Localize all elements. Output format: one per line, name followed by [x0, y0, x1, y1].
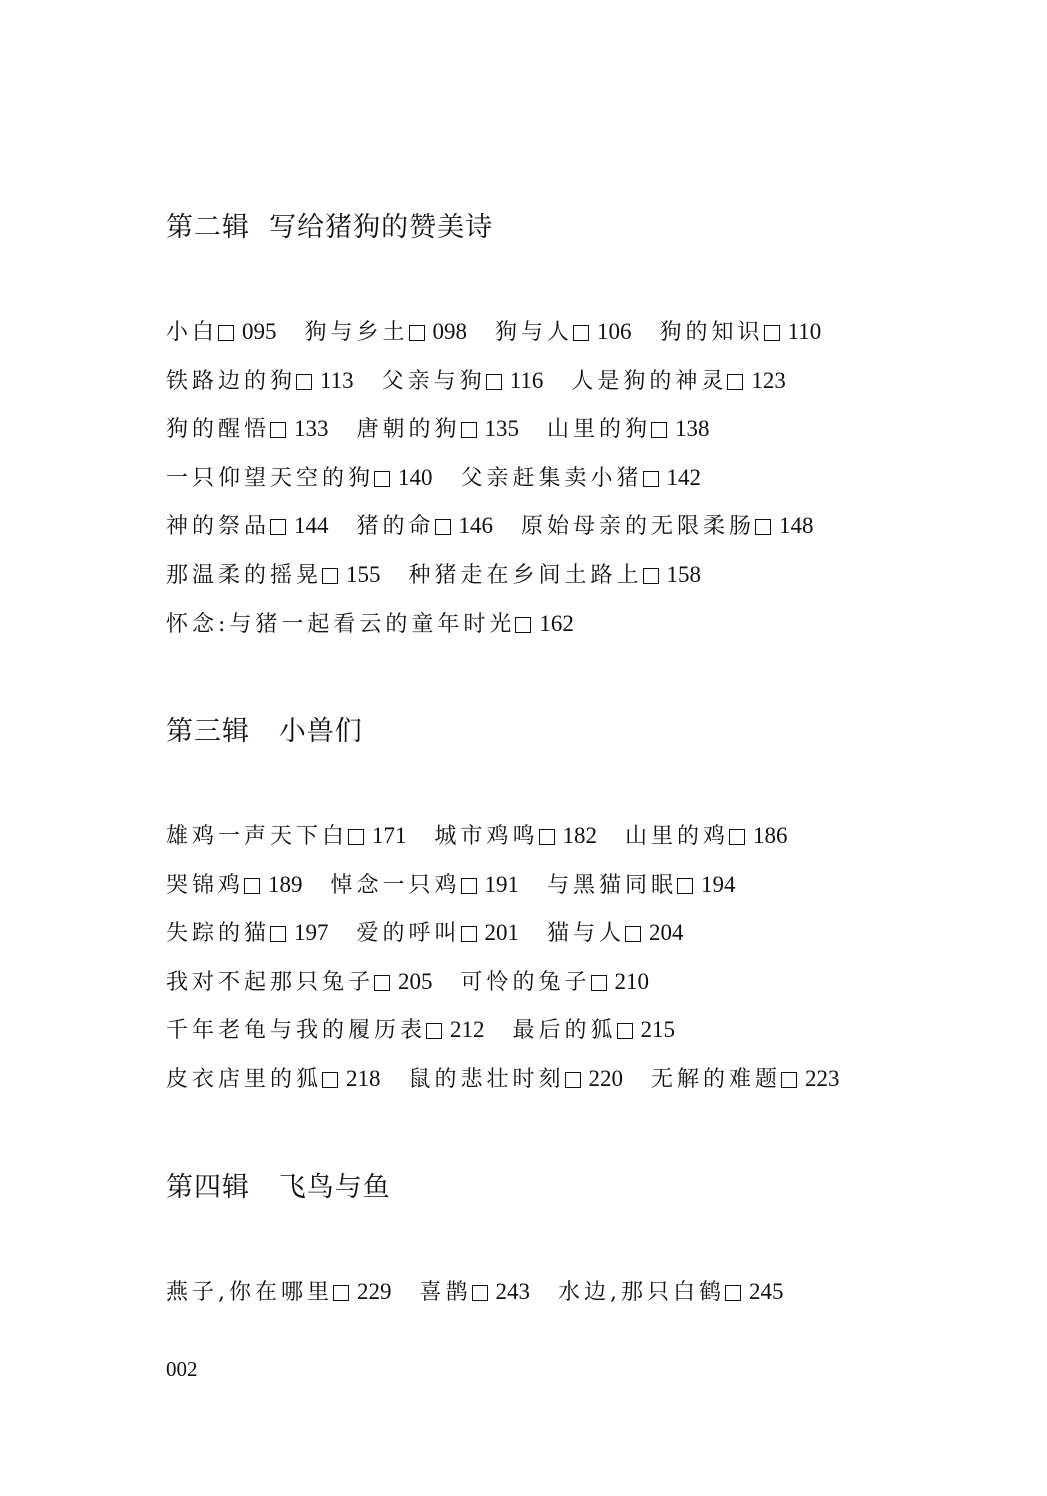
square-box-icon [409, 325, 425, 341]
toc-line [166, 560, 849, 609]
toc-entry[interactable] [357, 918, 520, 949]
square-box-icon [565, 1072, 581, 1088]
square-box-icon [625, 926, 641, 942]
toc-entry-page: 243 [495, 1279, 531, 1304]
toc-entry-page: 146 [458, 513, 494, 539]
toc-entry[interactable] [166, 918, 329, 949]
toc-entry-title: 悼念一只鸡 [330, 872, 461, 898]
section-title-4: 第四辑 飞鸟与鱼 [166, 1172, 391, 1203]
toc-entry-page: 155 [346, 561, 381, 587]
toc-entry[interactable] [166, 317, 277, 348]
toc-entry-title: 狗与人 [495, 320, 574, 345]
toc-entry-page: 201 [484, 920, 520, 946]
square-box-icon [591, 975, 607, 991]
toc-entry[interactable] [166, 1277, 392, 1308]
square-box-icon [270, 422, 286, 438]
toc-entry-title: 皮衣店里的狐 [166, 1066, 323, 1092]
section-title-2: 第二辑 写给猪狗的赞美诗 [166, 212, 494, 243]
toc-entry-title: 哭锦鸡 [166, 872, 245, 898]
square-box-icon [461, 422, 477, 438]
toc-entry-page: 158 [666, 561, 702, 587]
toc-entry-title: 狗与乡土 [304, 320, 409, 345]
toc-entry-page: 148 [779, 513, 814, 539]
toc-entry-title: 那温柔的摇晃 [166, 562, 323, 588]
toc-entry[interactable] [166, 609, 574, 640]
toc-entry-title: 狗的知识 [659, 320, 764, 345]
square-box-icon [296, 374, 312, 390]
toc-entry-page: 142 [666, 464, 702, 490]
toc-line [166, 870, 868, 919]
section-entries-4 [166, 1277, 812, 1326]
toc-entry-page: 204 [649, 920, 684, 946]
toc-entry-title: 与黑猫同眠 [547, 872, 678, 898]
toc-entry-title: 唐朝的狗 [356, 417, 461, 443]
toc-entry-title: 可怜的兔子 [460, 969, 591, 995]
toc-entry-page: 110 [787, 319, 822, 344]
toc-entry-page: 210 [614, 968, 650, 994]
toc-line [166, 463, 849, 512]
toc-entry-page: 144 [294, 513, 329, 539]
toc-entry[interactable] [166, 414, 329, 445]
toc-entry-title: 山里的狗 [547, 417, 652, 443]
toc-entry-page: 220 [588, 1065, 624, 1091]
toc-entry-page: 123 [751, 367, 786, 393]
toc-entry-page: 229 [357, 1279, 392, 1304]
toc-entry-title: 父亲赶集卖小猪 [460, 465, 643, 491]
toc-entry[interactable] [495, 317, 632, 348]
toc-line [166, 511, 849, 560]
toc-entry-page: 162 [539, 610, 574, 636]
toc-entry-page: 186 [753, 823, 788, 848]
toc-line [166, 1277, 812, 1326]
toc-entry-title: 雄鸡一声天下白 [166, 824, 349, 849]
toc-entry-title: 小白 [166, 320, 219, 345]
toc-entry[interactable] [166, 1064, 381, 1095]
toc-entry-title: 爱的呼叫 [356, 921, 461, 947]
toc-entry-page: 135 [484, 416, 520, 442]
toc-entry[interactable] [461, 463, 702, 494]
toc-entry-title: 无解的难题 [651, 1066, 782, 1092]
toc-entry-title: 狗的醒悟 [166, 417, 271, 443]
square-box-icon [322, 568, 338, 584]
toc-entry-title: 一只仰望天空的狗 [166, 465, 375, 491]
toc-entry-page: 191 [484, 871, 520, 897]
toc-entry-page: 095 [242, 319, 277, 344]
toc-entry-page: 113 [320, 367, 354, 393]
toc-entry-page: 212 [450, 1017, 485, 1043]
toc-entry[interactable] [357, 511, 494, 542]
toc-entry[interactable] [166, 870, 303, 901]
square-box-icon [729, 829, 745, 845]
toc-entry[interactable] [513, 1015, 676, 1046]
toc-line [166, 918, 868, 967]
toc-entry[interactable] [547, 918, 684, 949]
square-box-icon [617, 1023, 633, 1039]
square-box-icon [333, 1285, 349, 1301]
square-box-icon [461, 926, 477, 942]
toc-entry[interactable] [409, 560, 702, 591]
toc-entry-page: 133 [294, 416, 329, 442]
section-entries-3 [166, 821, 868, 1113]
toc-entry[interactable] [166, 821, 407, 852]
toc-entry[interactable] [382, 366, 544, 397]
toc-entry[interactable] [420, 1277, 531, 1308]
toc-line [166, 414, 849, 463]
toc-entry-page: 098 [432, 319, 468, 344]
toc-entry-title: 铁路边的狗 [166, 368, 297, 394]
toc-entry-page: 215 [640, 1017, 676, 1043]
toc-entry-title: 猫与人 [547, 921, 626, 947]
square-box-icon [461, 878, 477, 894]
toc-entry-page: 245 [749, 1279, 784, 1304]
toc-entry-page: 189 [268, 871, 303, 897]
toc-entry[interactable] [166, 1015, 485, 1046]
square-box-icon [486, 374, 502, 390]
toc-entry-title: 神的祭品 [166, 514, 271, 540]
toc-line [166, 821, 868, 870]
square-box-icon [348, 829, 364, 845]
square-box-icon [435, 519, 451, 535]
toc-entry[interactable] [547, 414, 710, 445]
square-box-icon [781, 1072, 797, 1088]
toc-entry-title: 最后的狐 [512, 1018, 617, 1044]
square-box-icon [539, 829, 555, 845]
toc-entry[interactable] [409, 1064, 624, 1095]
toc-entry-title: 失踪的猫 [166, 921, 271, 947]
toc-entry[interactable] [625, 821, 788, 852]
toc-entry-title: 怀念:与猪一起看云的童年时光 [166, 611, 516, 637]
toc-entry[interactable] [166, 511, 329, 542]
toc-entry-page: 138 [675, 416, 710, 442]
toc-entry[interactable] [660, 317, 822, 348]
toc-entry-title: 我对不起那只兔子 [166, 969, 375, 995]
toc-entry-page: 140 [398, 464, 433, 490]
toc-line [166, 967, 868, 1016]
toc-entry[interactable] [166, 366, 354, 397]
toc-line [166, 366, 849, 415]
toc-entry-title: 鼠的悲壮时刻 [408, 1066, 565, 1092]
square-box-icon [374, 975, 390, 991]
toc-entry[interactable] [571, 366, 786, 397]
square-box-icon [244, 878, 260, 894]
square-box-icon [322, 1072, 338, 1088]
square-box-icon [374, 471, 390, 487]
toc-entry[interactable] [521, 511, 814, 542]
square-box-icon [472, 1285, 488, 1301]
toc-line [166, 1015, 868, 1064]
square-box-icon [727, 374, 743, 390]
toc-entry[interactable] [651, 1064, 840, 1095]
toc-entry[interactable] [435, 821, 598, 852]
square-box-icon [651, 422, 667, 438]
toc-entry[interactable] [166, 560, 381, 591]
square-box-icon [643, 568, 659, 584]
toc-entry-title: 原始母亲的无限柔肠 [521, 514, 756, 540]
toc-entry-page: 171 [372, 823, 407, 848]
toc-entry-title: 山里的鸡 [625, 824, 730, 849]
toc-entry-page: 106 [597, 319, 632, 344]
toc-entry[interactable] [558, 1277, 784, 1308]
toc-entry-title: 燕子,你在哪里 [166, 1280, 333, 1305]
toc-entry[interactable] [461, 967, 650, 998]
toc-entry-title: 千年老龟与我的履历表 [166, 1018, 427, 1044]
square-box-icon [643, 471, 659, 487]
toc-line [166, 609, 849, 658]
square-box-icon [755, 519, 771, 535]
toc-line [166, 317, 849, 366]
toc-entry-title: 喜鹊 [419, 1280, 472, 1305]
square-box-icon [426, 1023, 442, 1039]
toc-entry-title: 种猪走在乡间土路上 [408, 562, 643, 588]
square-box-icon [270, 519, 286, 535]
toc-entry-title: 城市鸡鸣 [434, 824, 539, 849]
square-box-icon [218, 325, 234, 341]
square-box-icon [573, 325, 589, 341]
toc-entry-title: 父亲与狗 [381, 368, 486, 394]
square-box-icon [270, 926, 286, 942]
section-entries-2 [166, 317, 849, 657]
toc-entry-title: 猪的命 [356, 514, 435, 540]
toc-entry-page: 218 [346, 1065, 381, 1091]
toc-entry-page: 205 [398, 968, 433, 994]
square-box-icon [677, 878, 693, 894]
toc-entry[interactable] [547, 870, 736, 901]
page-number: 002 [166, 1357, 198, 1381]
toc-entry-page: 194 [701, 871, 736, 897]
toc-line [166, 1064, 868, 1113]
toc-entry-title: 水边,那只白鹤 [558, 1280, 726, 1305]
square-box-icon [725, 1285, 741, 1301]
square-box-icon [764, 325, 780, 341]
toc-entry[interactable] [331, 870, 520, 901]
toc-entry[interactable] [166, 463, 433, 494]
toc-entry-page: 182 [562, 823, 598, 848]
toc-entry[interactable] [357, 414, 520, 445]
toc-entry-page: 197 [294, 920, 329, 946]
toc-entry[interactable] [166, 967, 433, 998]
toc-entry-page: 116 [509, 367, 544, 393]
square-box-icon [515, 617, 531, 633]
toc-entry[interactable] [305, 317, 468, 348]
toc-entry-title: 人是狗的神灵 [571, 368, 728, 394]
section-title-3: 第三辑 小兽们 [166, 716, 363, 747]
toc-entry-page: 223 [805, 1065, 840, 1091]
